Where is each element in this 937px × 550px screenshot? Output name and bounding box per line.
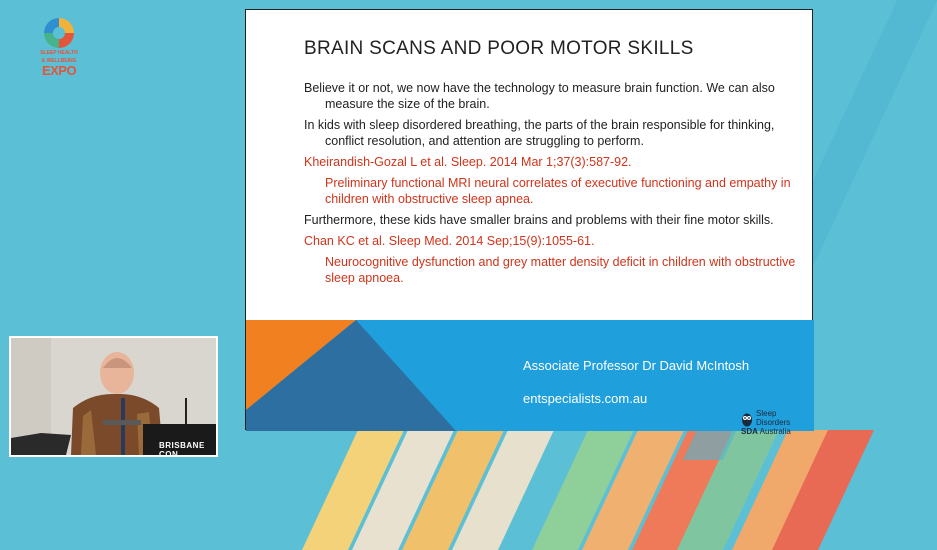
owl-icon	[741, 411, 753, 427]
expo-logo-line2: & WELLBEING	[41, 58, 77, 64]
slide-title: BRAIN SCANS AND POOR MOTOR SKILLS	[304, 38, 694, 59]
sda-line3: Australia	[759, 427, 791, 436]
speaker-video-scene	[11, 338, 216, 455]
sda-line2: Disorders	[756, 418, 791, 427]
sda-line1: Sleep	[756, 409, 777, 418]
reference-chan-title: Neurocognitive dysfunction and grey matter density deficit in children with obstructive sleep apnoea.	[325, 255, 796, 285]
video-caption: BRISBANE CON	[159, 441, 205, 459]
expo-logo	[34, 18, 84, 77]
paragraph-sleep-breathing: In kids with sleep disordered breathing, the parts of the brain responsible for thinking, conflict resolution, and attention are struggling to perform.	[304, 118, 775, 148]
slide-body	[304, 80, 804, 291]
sda-abbr: SDA	[741, 427, 758, 436]
reference-kheirandish: Kheirandish-Gozal L et al. Sleep. 2014 Mar 1;37(3):587-92.	[304, 155, 632, 169]
paragraph-brain-measure: Believe it or not, we now have the technology to measure brain function. We can also measure the size of the brain.	[304, 81, 775, 111]
paragraph-smaller-brains: Furthermore, these kids have smaller brains and problems with their fine motor skills.	[304, 213, 774, 227]
expo-logo-icon	[44, 18, 74, 48]
speaker-video	[9, 336, 218, 457]
presenter-name: Associate Professor Dr David McIntosh	[523, 358, 750, 373]
slide-footer-band	[246, 320, 814, 431]
reference-chan: Chan KC et al. Sleep Med. 2014 Sep;15(9):1055-61.	[304, 234, 595, 248]
expo-logo-line1: SLEEP HEALTH	[40, 50, 78, 56]
presenter-website: entspecialists.com.au	[523, 391, 648, 406]
reference-kheirandish-title: Preliminary functional MRI neural correlates of executive functioning and empathy in children with obstructive sleep apnea.	[325, 176, 791, 206]
sda-logo	[741, 409, 791, 436]
presentation-slide	[245, 9, 813, 436]
expo-logo-main: EXPO	[41, 63, 77, 78]
